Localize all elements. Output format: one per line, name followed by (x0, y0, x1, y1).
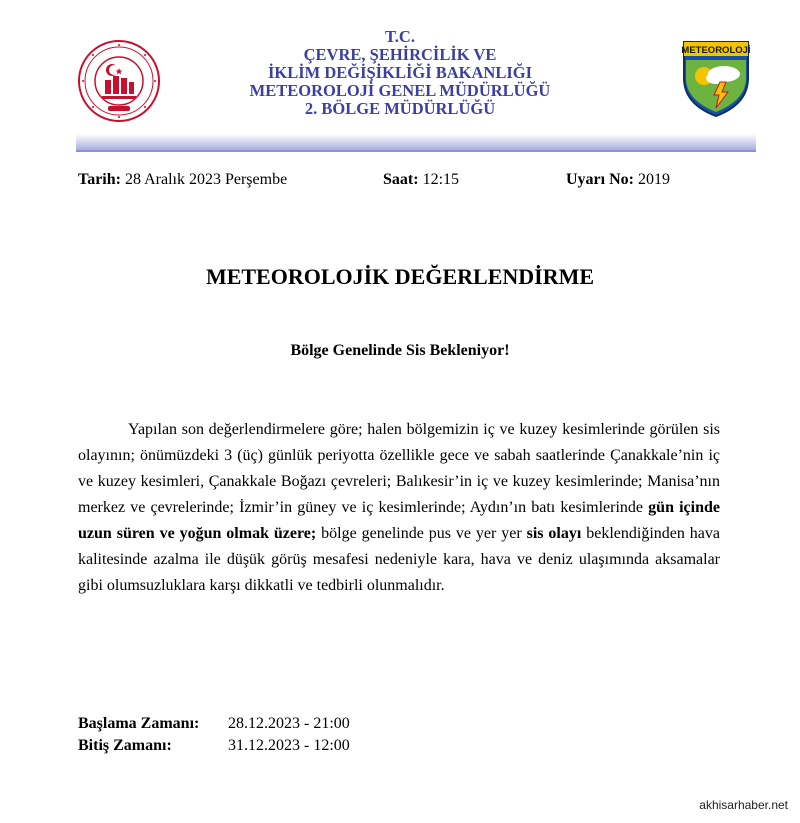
start-time-label: Başlama Zamanı: (78, 715, 200, 732)
meta-date (78, 171, 287, 189)
end-time-value: 31.12.2023 - 12:00 (228, 737, 350, 754)
header-line-general-directorate: METEOROLOJİ GENEL MÜDÜRLÜĞÜ (249, 81, 551, 100)
meta-warning-number-value: 2019 (637, 171, 670, 188)
header-line-tc: T.C. (385, 27, 415, 46)
paragraph-text-3: beklendiğinden hava kalitesinde azalma ile düşük görüş mesafesi nedeniyle kara, hava ve deniz ulaşımında aksamalar gibi olumsuzluklara karşı dikkatli ve tedbirli olunmalıdır. (78, 525, 721, 594)
paragraph-text-1: Yapılan son değerlendirmelere göre; halen bölgemizin iç ve kuzey kesimlerinde görülen sis olayının; önümüzdeki 3 (üç) günlük periyotta özellikle gece ve sabah saatlerinde Çanakkale’nin iç ve kuzey kesimleri, Çanakkale Boğazı çevreleri; Balıkesir’in iç ve kuzey kesimlerinde; Manisa’nın merkez ve çevrelerinde; İzmir’in güney ve iç kesimlerinde; Aydın’ın batı kesimlerinde (78, 421, 720, 516)
document-subtitle: Bölge Genelinde Sis Bekleniyor! (290, 342, 510, 359)
header-line-ministry-2: İKLİM DEĞİŞİKLİĞİ BAKANLIĞI (267, 63, 533, 82)
source-watermark: akhisarhaber.net (699, 798, 788, 812)
header-line-ministry-1: ÇEVRE, ŞEHİRCİLİK VE (303, 45, 497, 64)
meteorology-logo-text: METEOROLOJİ (681, 45, 751, 56)
body-paragraph (78, 417, 720, 599)
meta-time (383, 171, 459, 189)
meteorology-shield-logo (680, 38, 752, 118)
header-divider-line (76, 150, 756, 152)
paragraph-text-2: bölge genelinde pus ve yer yer (316, 525, 527, 542)
start-time-value: 28.12.2023 - 21:00 (228, 715, 350, 732)
end-time-row (78, 737, 350, 755)
meta-warning-number-label: Uyarı No: (566, 171, 634, 188)
meta-date-label: Tarih: (78, 171, 121, 188)
paragraph-bold-1: gün içinde uzun süren ve yoğun olmak üzere; (78, 499, 721, 542)
document-title: METEOROLOJİK DEĞERLENDİRME (205, 264, 595, 289)
header-line-regional-directorate: 2. BÖLGE MÜDÜRLÜĞÜ (304, 99, 496, 118)
meta-date-value: 28 Aralık 2023 Perşembe (124, 171, 288, 188)
end-time-label: Bitiş Zamanı: (78, 737, 172, 754)
paragraph-bold-2: sis olayı (526, 525, 582, 542)
start-time-row (78, 715, 350, 733)
header-title-block (200, 28, 600, 118)
meta-warning-number (566, 171, 670, 189)
meta-time-value: 12:15 (422, 171, 460, 188)
ministry-seal-logo (78, 40, 160, 122)
meta-time-label: Saat: (383, 171, 419, 188)
